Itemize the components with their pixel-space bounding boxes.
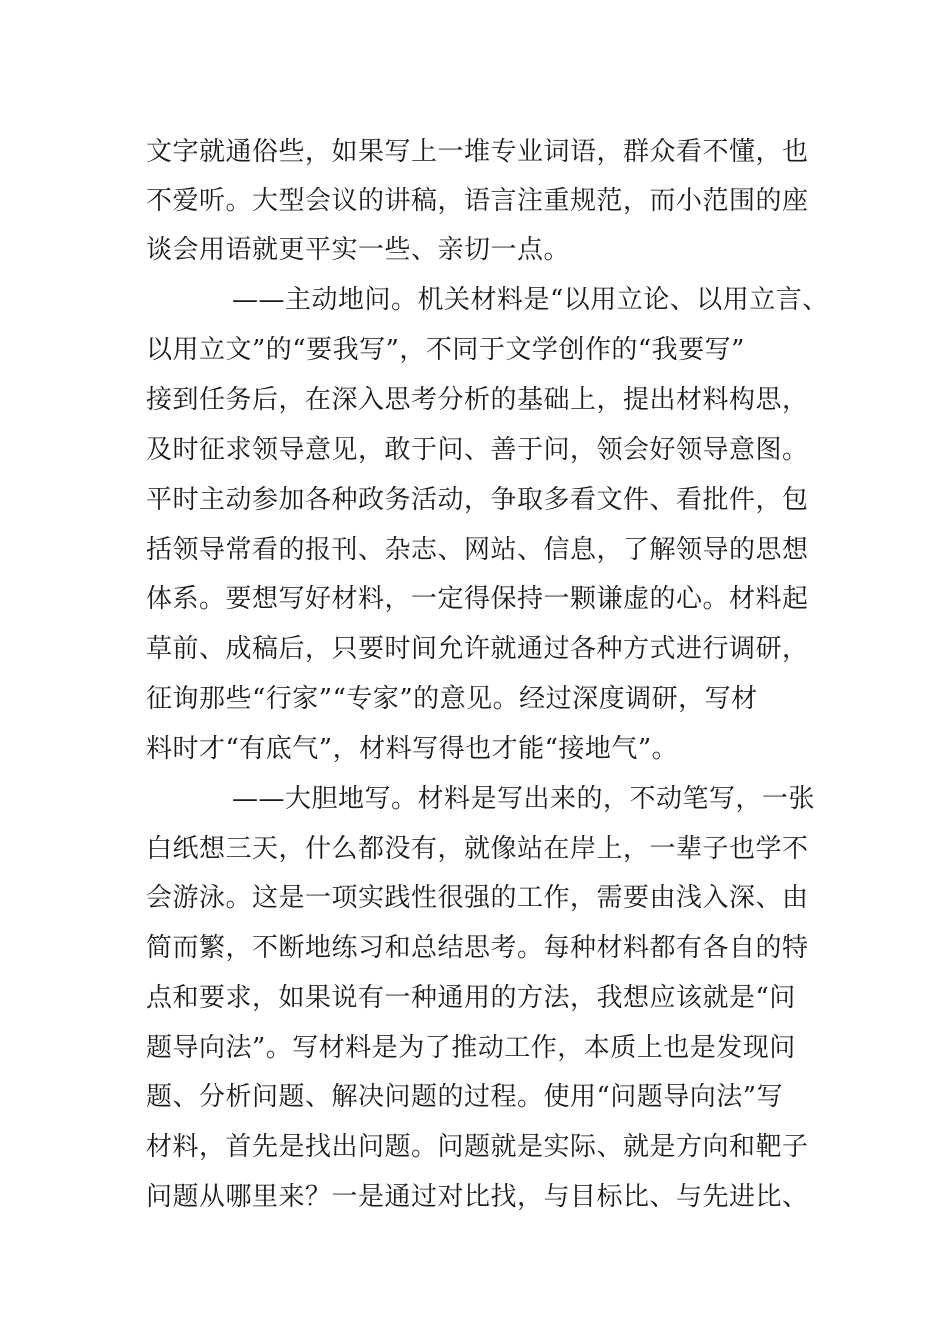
text-line: 题、分析问题、解决问题的过程。使用“问题导向法”写 xyxy=(146,1082,784,1112)
text-line: 题导向法”。写材料是为了推动工作，本质上也是发现问 xyxy=(146,1033,796,1063)
text-line: 白纸想三天，什么都没有，就像站在岸上，一辈子也学不 xyxy=(146,834,809,864)
text-line: 料时才“有底气”，材料写得也才能“接地气”。 xyxy=(146,734,679,764)
text-line: 以用立文”的“要我写”，不同于文学创作的“我要写” xyxy=(146,335,745,365)
text-line: 会游泳。这是一项实践性很强的工作，需要由浅入深、由 xyxy=(146,883,809,913)
text-line: 平时主动参加各种政务活动，争取多看文件、看批件，包 xyxy=(146,485,809,515)
text-line: 谈会用语就更平实一些、亲切一点。 xyxy=(146,235,571,265)
text-line: 征询那些“行家”“专家”的意见。经过深度调研，写材 xyxy=(146,684,758,714)
text-line: 草前、成稿后，只要时间允许就通过各种方式进行调研， xyxy=(146,634,809,664)
text-line: 不爱听。大型会议的讲稿，语言注重规范，而小范围的座 xyxy=(146,186,809,216)
text-line: 文字就通俗些，如果写上一堆专业词语，群众看不懂，也 xyxy=(146,137,809,167)
text-line: 接到任务后，在深入思考分析的基础上，提出材料构思， xyxy=(146,385,809,415)
text-line: 材料，首先是找出问题。问题就是实际、就是方向和靶子 xyxy=(146,1132,809,1162)
text-line: 及时征求领导意见，敢于问、善于问，领会好领导意图。 xyxy=(146,435,809,465)
text-line: 体系。要想写好材料，一定得保持一颗谦虚的心。材料起 xyxy=(146,584,809,614)
text-line: 问题从哪里来？一是通过对比找，与目标比、与先进比、 xyxy=(146,1182,809,1212)
text-line: 简而繁，不断地练习和总结思考。每种材料都有各自的特 xyxy=(146,933,809,963)
text-line: ——大胆地写。材料是写出来的，不动笔写，一张 xyxy=(232,784,816,814)
text-line: 括领导常看的报刊、杂志、网站、信息，了解领导的思想 xyxy=(146,535,809,565)
text-line: ——主动地问。机关材料是“以用立论、以用立言、 xyxy=(232,285,829,315)
text-line: 点和要求，如果说有一种通用的方法，我想应该就是“问 xyxy=(146,983,796,1013)
